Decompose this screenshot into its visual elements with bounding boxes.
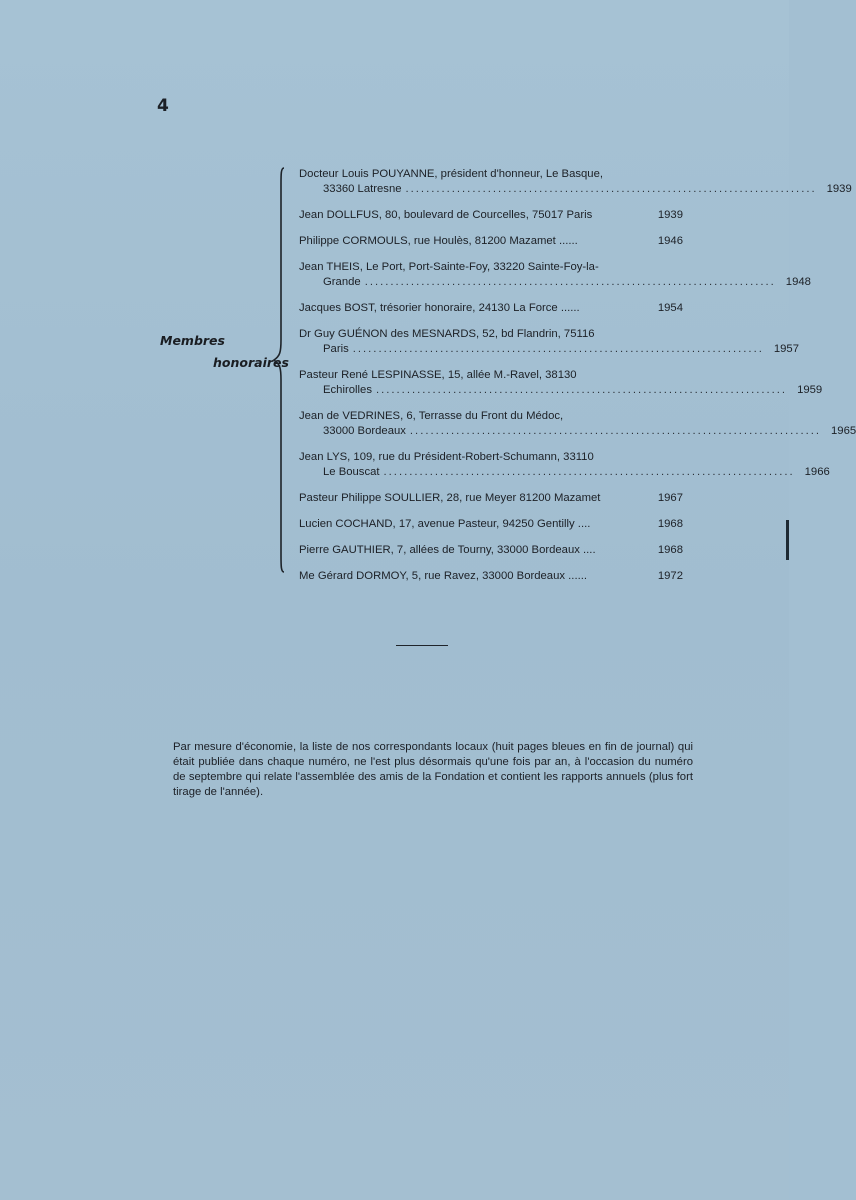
member-name-address: Pasteur Philippe SOULLIER, 28, rue Meyer 81200 Mazamet bbox=[299, 492, 601, 504]
member-entry bbox=[299, 517, 683, 532]
leader-dots: ................................................................................ bbox=[383, 466, 795, 478]
member-entry bbox=[299, 368, 823, 398]
section-label-membres: Membres bbox=[160, 333, 225, 348]
member-address-continued: 33000 Bordeaux bbox=[323, 425, 406, 437]
member-year: 1968 bbox=[657, 518, 683, 530]
member-year: 1939 bbox=[657, 209, 683, 221]
leader-dots: ................................................................................ bbox=[375, 384, 788, 396]
page-number: 4 bbox=[157, 96, 169, 116]
member-entry bbox=[299, 569, 683, 584]
member-entry bbox=[299, 450, 830, 480]
member-address-continued: Grande bbox=[323, 276, 361, 288]
member-name-address: Me Gérard DORMOY, 5, rue Ravez, 33000 Bordeaux ...... bbox=[299, 570, 587, 582]
member-name-address: Lucien COCHAND, 17, avenue Pasteur, 94250 Gentilly .... bbox=[299, 518, 591, 530]
leader-dots: ................................................................................ bbox=[364, 276, 776, 288]
leader-dots: ................................................................................ bbox=[405, 183, 817, 195]
member-year: 1939 bbox=[826, 183, 852, 195]
member-entry bbox=[299, 327, 799, 357]
member-year: 1946 bbox=[657, 235, 683, 247]
member-name-address: Jean de VEDRINES, 6, Terrasse du Front du Médoc, bbox=[299, 410, 564, 422]
member-name-address: Pasteur René LESPINASSE, 15, allée M.-Ravel, 38130 bbox=[299, 369, 577, 381]
member-name-address: Jacques BOST, trésorier honoraire, 24130 La Force ...... bbox=[299, 302, 580, 314]
member-year: 1965 bbox=[831, 425, 856, 437]
member-entry bbox=[299, 208, 683, 223]
member-year: 1959 bbox=[797, 384, 823, 396]
member-entry bbox=[299, 260, 811, 290]
member-entry bbox=[299, 167, 852, 197]
member-name-address: Dr Guy GUÉNON des MESNARDS, 52, bd Flandrin, 75116 bbox=[299, 328, 595, 340]
member-year: 1968 bbox=[657, 544, 683, 556]
member-address-continued: 33360 Latresne bbox=[323, 183, 402, 195]
member-year: 1957 bbox=[773, 343, 799, 355]
member-name-address: Jean THEIS, Le Port, Port-Sainte-Foy, 33220 Sainte-Foy-la- bbox=[299, 261, 599, 273]
member-entry bbox=[299, 543, 683, 558]
member-name-address: Philippe CORMOULS, rue Houlès, 81200 Mazamet ...... bbox=[299, 235, 578, 247]
member-year: 1967 bbox=[657, 492, 683, 504]
leader-dots: ................................................................................ bbox=[409, 425, 822, 437]
member-name-address: Docteur Louis POUYANNE, président d'honneur, Le Basque, bbox=[299, 168, 604, 180]
member-year: 1954 bbox=[657, 302, 683, 314]
section-label-honoraires: honoraires bbox=[213, 355, 289, 370]
member-year: 1948 bbox=[785, 276, 811, 288]
member-year: 1972 bbox=[657, 570, 683, 582]
member-name-address: Jean DOLLFUS, 80, boulevard de Courcelles, 75017 Paris bbox=[299, 209, 593, 221]
section-divider bbox=[396, 645, 448, 646]
curly-brace bbox=[268, 160, 298, 580]
member-entry bbox=[299, 301, 683, 316]
edge-mark bbox=[786, 520, 789, 560]
member-entry bbox=[299, 409, 856, 439]
member-year: 1966 bbox=[804, 466, 830, 478]
member-entry bbox=[299, 491, 683, 506]
member-entry bbox=[299, 234, 683, 249]
members-list bbox=[299, 167, 856, 595]
leader-dots: ................................................................................ bbox=[352, 343, 764, 355]
member-address-continued: Le Bouscat bbox=[323, 466, 380, 478]
footnote-paragraph: Par mesure d'économie, la liste de nos correspondants locaux (huit pages bleues en fin de journal) qui était publiée dans chaque numéro, ne l'est plus désormais qu'une fois par an, à l'occasion du numéro de septembre qui relate l'assemblée des amis de la Fondation et contient les rapports annuels (plus fort tirage de l'année). bbox=[173, 741, 693, 798]
member-name-address: Pierre GAUTHIER, 7, allées de Tourny, 33000 Bordeaux .... bbox=[299, 544, 596, 556]
member-name-address: Jean LYS, 109, rue du Président-Robert-Schumann, 33110 bbox=[299, 451, 594, 463]
member-address-continued: Paris bbox=[323, 343, 349, 355]
member-address-continued: Echirolles bbox=[323, 384, 372, 396]
